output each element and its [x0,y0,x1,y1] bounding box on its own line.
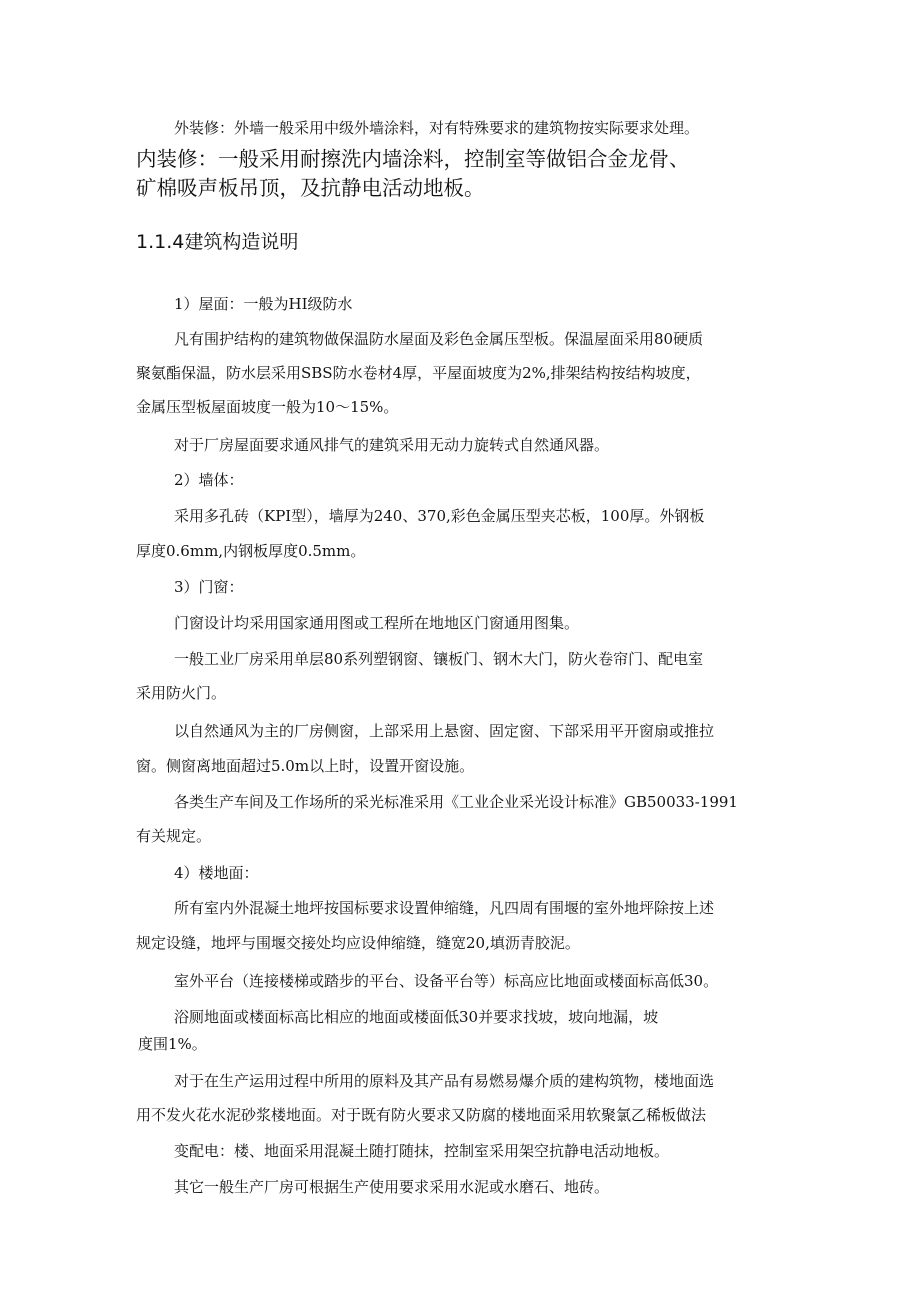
floor-title: 4）楼地面： [174,864,259,882]
roof-title: 1）屋面：一般为HI级防水 [174,295,353,313]
roof-paragraph-1-line-2: 聚氨酯保温，防水层采用SBS防水卷材4厚，平屋面坡度为2%,排架结构按结构坡度， [136,364,701,382]
section-heading: 1.1.4建筑构造说明 [136,231,299,253]
interior-decoration-line-1: 内装修：一般采用耐擦洗内墙涂料，控制室等做铝合金龙骨、 [136,147,690,171]
doors-paragraph-2-line-1: 一般工业厂房采用单层80系列塑钢窗、镶板门、钢木大门，防火卷帘门、配电室 [174,650,704,668]
wall-paragraph-line-1: 采用多孔砖（KPI型），墙厚为240、370,彩色金属压型夹芯板，100厚。外钢板 [174,507,705,525]
floor-paragraph-1-line-2: 规定设缝，地坪与围堰交接处均应设伸缩缝，缝宽20,填沥青胶泥。 [136,934,580,952]
wall-title: 2）墙体： [174,471,244,489]
floor-paragraph-1-line-1: 所有室内外混凝土地坪按国标要求设置伸缩缝，凡四周有围堰的室外地坪除按上述 [174,899,715,917]
doors-title: 3）门窗： [174,578,244,596]
interior-decoration-line-2: 矿棉吸声板吊顶，及抗静电活动地板。 [136,176,485,200]
floor-paragraph-4-line-2: 用不发火花水泥砂浆楼地面。对于既有防火要求又防腐的楼地面采用软聚氯乙稀板做法 [136,1106,707,1124]
roof-paragraph-1-line-1: 凡有围护结构的建筑物做保温防水屋面及彩色金属压型板。保温屋面采用80硬质 [174,330,704,348]
floor-paragraph-3-line-2: 度围1%。 [138,1035,207,1053]
doors-paragraph-4-line-1: 各类生产车间及工作场所的采光标准采用《工业企业采光设计标准》GB50033-1991 [174,793,738,811]
floor-paragraph-2: 室外平台（连接楼梯或踏步的平台、设备平台等）标高应比地面或楼面标高低30。 [174,972,719,990]
doors-paragraph-4-line-2: 有关规定。 [136,827,212,845]
floor-paragraph-3-line-1: 浴厕地面或楼面标高比相应的地面或楼面低30并要求找坡，坡向地漏，坡 [174,1008,659,1026]
doors-paragraph-3-line-2: 窗。侧窗离地面超过5.0m以上时，设置开窗设施。 [136,757,475,775]
floor-paragraph-5: 变配电：楼、地面采用混凝土随打随抹，控制室采用架空抗静电活动地板。 [174,1142,670,1160]
roof-paragraph-1-line-3: 金属压型板屋面坡度一般为10～15%。 [136,398,399,416]
doors-paragraph-2-line-2: 采用防火门。 [136,684,227,702]
doors-paragraph-1: 门窗设计均采用国家通用图或工程所在地地区门窗通用图集。 [174,614,580,632]
wall-paragraph-line-2: 厚度0.6mm,内钢板厚度0.5mm。 [136,542,366,560]
roof-paragraph-2: 对于厂房屋面要求通风排气的建筑采用无动力旋转式自然通风器。 [174,436,610,454]
floor-paragraph-6: 其它一般生产厂房可根据生产使用要求采用水泥或水磨石、地砖。 [174,1178,610,1196]
doors-paragraph-3-line-1: 以自然通风为主的厂房侧窗，上部采用上悬窗、固定窗、下部采用平开窗扇或推拉 [174,722,715,740]
exterior-decoration-text: 外装修：外墙一般采用中级外墙涂料，对有特殊要求的建筑物按实际要求处理。 [174,119,700,137]
floor-paragraph-4-line-1: 对于在生产运用过程中所用的原料及其产品有易燃易爆介质的建构筑物，楼地面选 [174,1072,715,1090]
